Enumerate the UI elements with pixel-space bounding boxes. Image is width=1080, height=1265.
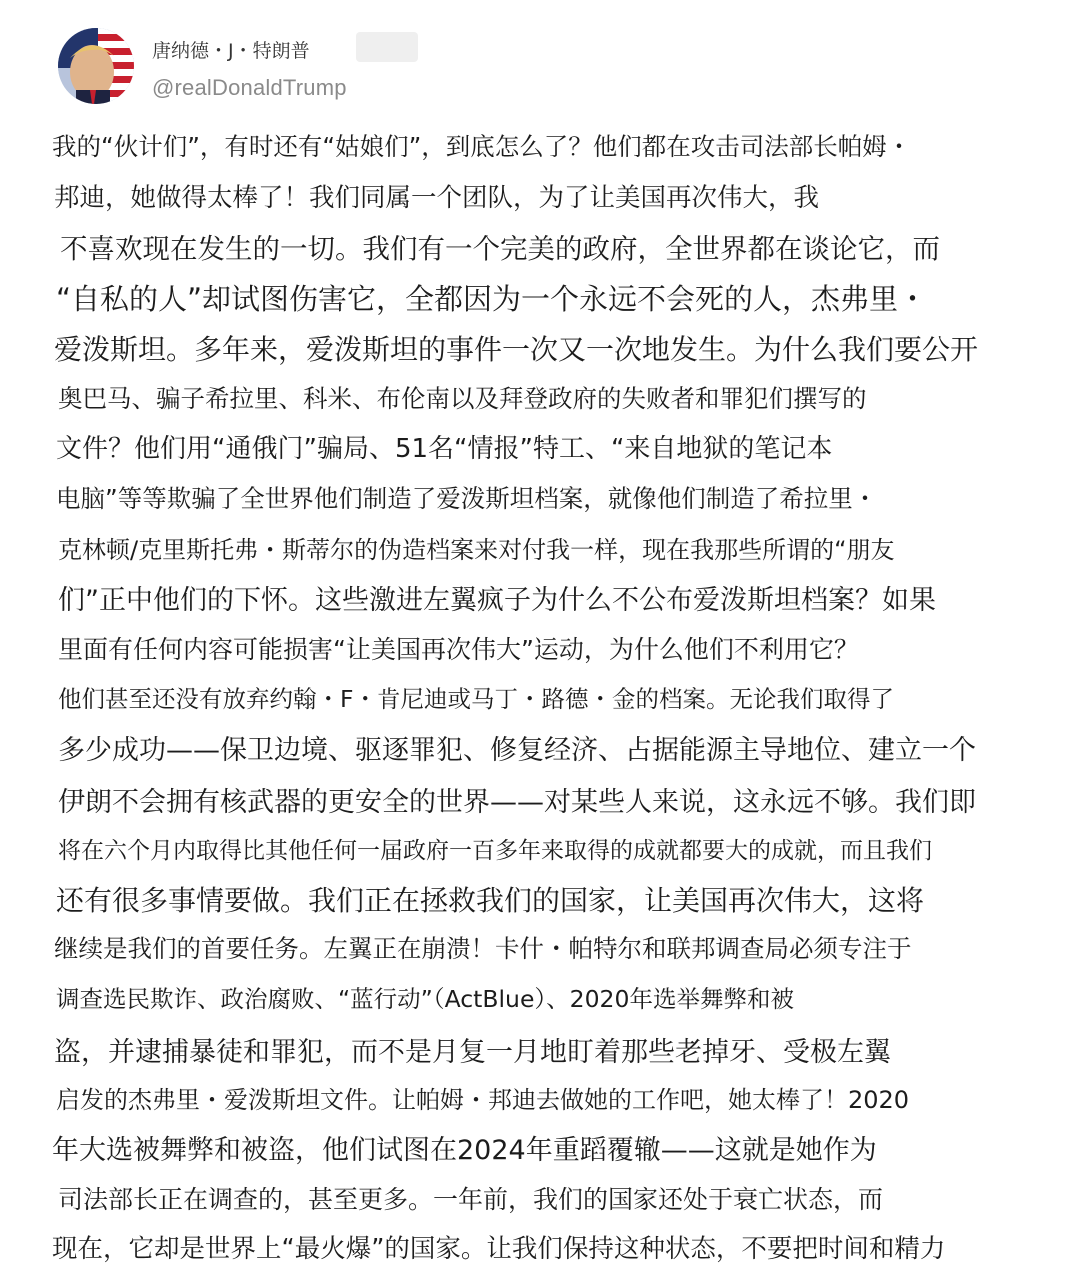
display-name[interactable]: 唐纳德・J・特朗普 — [152, 40, 310, 62]
post-text-line: 他们甚至还没有放弃约翰・F・肯尼迪或马丁・路德・金的档案。无论我们取得了 — [58, 685, 895, 713]
post-text-line: 邦迪，她做得太棒了！我们同属一个团队，为了让美国再次伟大，我 — [54, 183, 820, 213]
user-handle[interactable]: @realDonaldTrump — [152, 75, 347, 100]
post-text-line: 盗，并逮捕暴徒和罪犯，而不是月复一月地盯着那些老掉牙、受极左翼 — [54, 1037, 891, 1068]
post-text-line: 电脑”等等欺骗了全世界他们制造了爱泼斯坦档案，就像他们制造了希拉里・ — [56, 484, 878, 513]
post-text-line: 伊朗不会拥有核武器的更安全的世界——对某些人来说，这永远不够。我们即 — [58, 787, 976, 818]
post-text-line: 里面有任何内容可能损害“让美国再次伟大”运动，为什么他们不利用它？ — [58, 635, 859, 664]
post-text-line: 爱泼斯坦。多年来，爱泼斯坦的事件一次又一次地发生。为什么我们要公开 — [54, 333, 979, 366]
post-text-line: 文件？他们用“通俄门”骗局、51名“情报”特工、“来自地狱的笔记本 — [56, 434, 833, 464]
post-text-line: 我的“伙计们”，有时还有“姑娘们”，到底怎么了？他们都在攻击司法部长帕姆・ — [52, 132, 912, 161]
post-text-line: 启发的杰弗里・爱泼斯坦文件。让帕姆・邦迪去做她的工作吧，她太棒了！2020 — [56, 1086, 910, 1114]
post-text-line: 继续是我们的首要任务。左翼正在崩溃！卡什・帕特尔和联邦调查局必须专注于 — [54, 934, 912, 963]
post-text-line: 还有很多事情要做。我们正在拯救我们的国家，让美国再次伟大，这将 — [56, 884, 925, 917]
post-text-line: 克林顿/克里斯托弗・斯蒂尔的伪造档案来对付我一样，现在我那些所谓的“朋友 — [58, 536, 895, 564]
post-text-line: 奥巴马、骗子希拉里、科米、布伦南以及拜登政府的失败者和罪犯们撰写的 — [58, 384, 867, 413]
post-text-line: 将在六个月内取得比其他任何一届政府一百多年来取得的成就都要大的成就，而且我们 — [58, 838, 932, 864]
post-text-line: 现在，它却是世界上“最火爆”的国家。让我们保持这种状态，不要把时间和精力 — [52, 1234, 946, 1264]
post-text-line: 不喜欢现在发生的一切。我们有一个完美的政府，全世界都在谈论它，而 — [60, 233, 940, 265]
post-text-line: 多少成功——保卫边境、驱逐罪犯、修复经济、占据能源主导地位、建立一个 — [58, 735, 976, 766]
post-text-line: 调查选民欺诈、政治腐败、“蓝行动”（ActBlue）、2020年选举舞弊和被 — [56, 985, 794, 1013]
post-text-line: “自私的人”却试图伤害它，全都因为一个永远不会死的人，杰弗里・ — [56, 282, 928, 316]
post-text-line: 司法部长正在调查的，甚至更多。一年前，我们的国家还处于衰亡状态，而 — [58, 1185, 884, 1214]
post-text-line: 们”正中他们的下怀。这些激进左翼疯子为什么不公布爱泼斯坦档案？如果 — [58, 585, 936, 616]
post-text-line: 年大选被舞弊和被盗，他们试图在2024年重蹈覆辙——这就是她作为 — [52, 1135, 877, 1166]
